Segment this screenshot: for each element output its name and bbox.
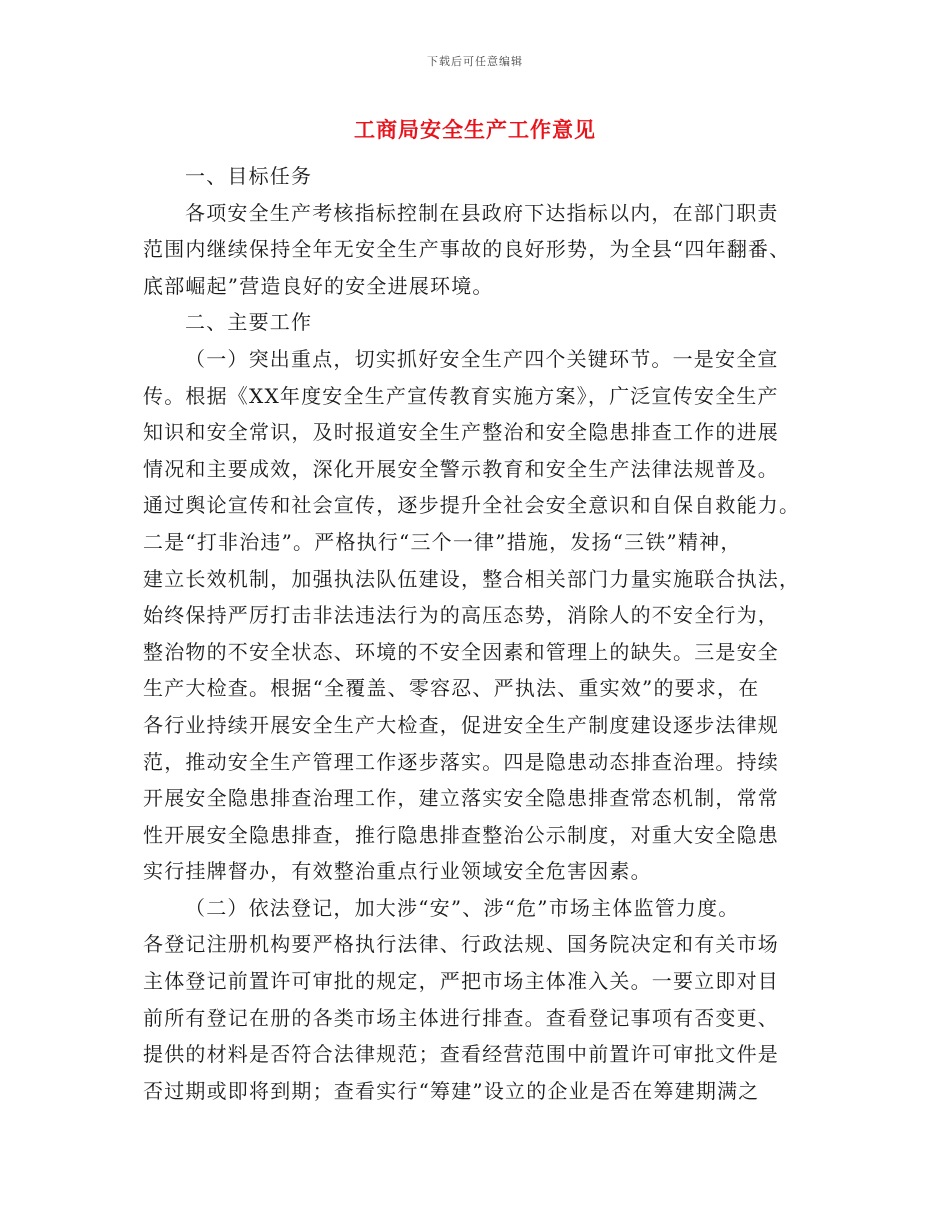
text-line: 提供的材料是否符合法律规范；查看经营范围中前置许可审批文件是 (143, 1042, 779, 1067)
text-line: 主体登记前置许可审批的规定，严把市场主体准入关。一要立即对目 (143, 969, 779, 994)
text-line: 通过舆论宣传和社会宣传，逐步提升全社会安全意识和自保自救能力。 (143, 493, 801, 518)
text-line: 情况和主要成效，深化开展安全警示教育和安全生产法律法规普及。 (143, 456, 779, 481)
text-line: 各登记注册机构要严格执行法律、行政法规、国务院决定和有关市场 (143, 932, 779, 957)
text-line: 否过期或即将到期；查看实行“筹建”设立的企业是否在筹建期满之 (143, 1078, 760, 1103)
page-header-note: 下载后可任意编辑 (427, 55, 523, 68)
text-line: （二）依法登记，加大涉“安”、涉“危”市场主体监管力度。 (185, 895, 740, 920)
text-line: 二是“打非治违”。严格执行“三个一律”措施，发扬“三铁”精神， (143, 529, 742, 554)
text-line: 各行业持续开展安全生产大检查，促进安全生产制度建设逐步法律规 (143, 712, 779, 737)
text-line: 范，推动安全生产管理工作逐步落实。四是隐患动态排查治理。持续 (143, 749, 779, 774)
text-line: 建立长效机制，加强执法队伍建设，整合相关部门力量实施联合执法， (143, 566, 801, 591)
text-line: 实行挂牌督办，有效整治重点行业领域安全危害因素。 (143, 859, 652, 884)
text-line: 始终保持严厉打击非法违法行为的高压态势，消除人的不安全行为， (143, 603, 779, 628)
text-line: 性开展安全隐患排查，推行隐患排查整治公示制度，对重大安全隐患 (143, 822, 779, 847)
text-line: 一、目标任务 (185, 164, 313, 188)
text-line: 前所有登记在册的各类市场主体进行排查。查看登记事项有否变更、 (143, 1005, 779, 1030)
text-line: 各项安全生产考核指标控制在县政府下达指标以内，在部门职责 (185, 200, 779, 225)
text-line: 传。根据《XX年度安全生产宣传教育实施方案》，广泛宣传安全生产 (143, 383, 779, 408)
text-line: 整治物的不安全状态、环境的不安全因素和管理上的缺失。三是安全 (143, 639, 779, 664)
text-line: 底部崛起”营造良好的安全进展环境。 (143, 273, 494, 298)
text-line: 知识和安全常识，及时报道安全生产整治和安全隐患排查工作的进展 (143, 420, 779, 445)
document-title: 工商局安全生产工作意见 (354, 117, 596, 142)
text-line: （一）突出重点，切实抓好安全生产四个关键环节。一是安全宣 (185, 346, 779, 371)
text-line: 生产大检查。根据“全覆盖、零容忍、严执法、重实效”的要求，在 (143, 676, 760, 701)
text-line: 开展安全隐患排查治理工作，建立落实安全隐患排查常态机制，常常 (143, 786, 779, 811)
text-line: 范围内继续保持全年无安全生产事故的良好形势，为全县“四年翻番、 (143, 237, 791, 262)
text-line: 二、主要工作 (185, 310, 313, 335)
document-body (143, 158, 809, 1109)
